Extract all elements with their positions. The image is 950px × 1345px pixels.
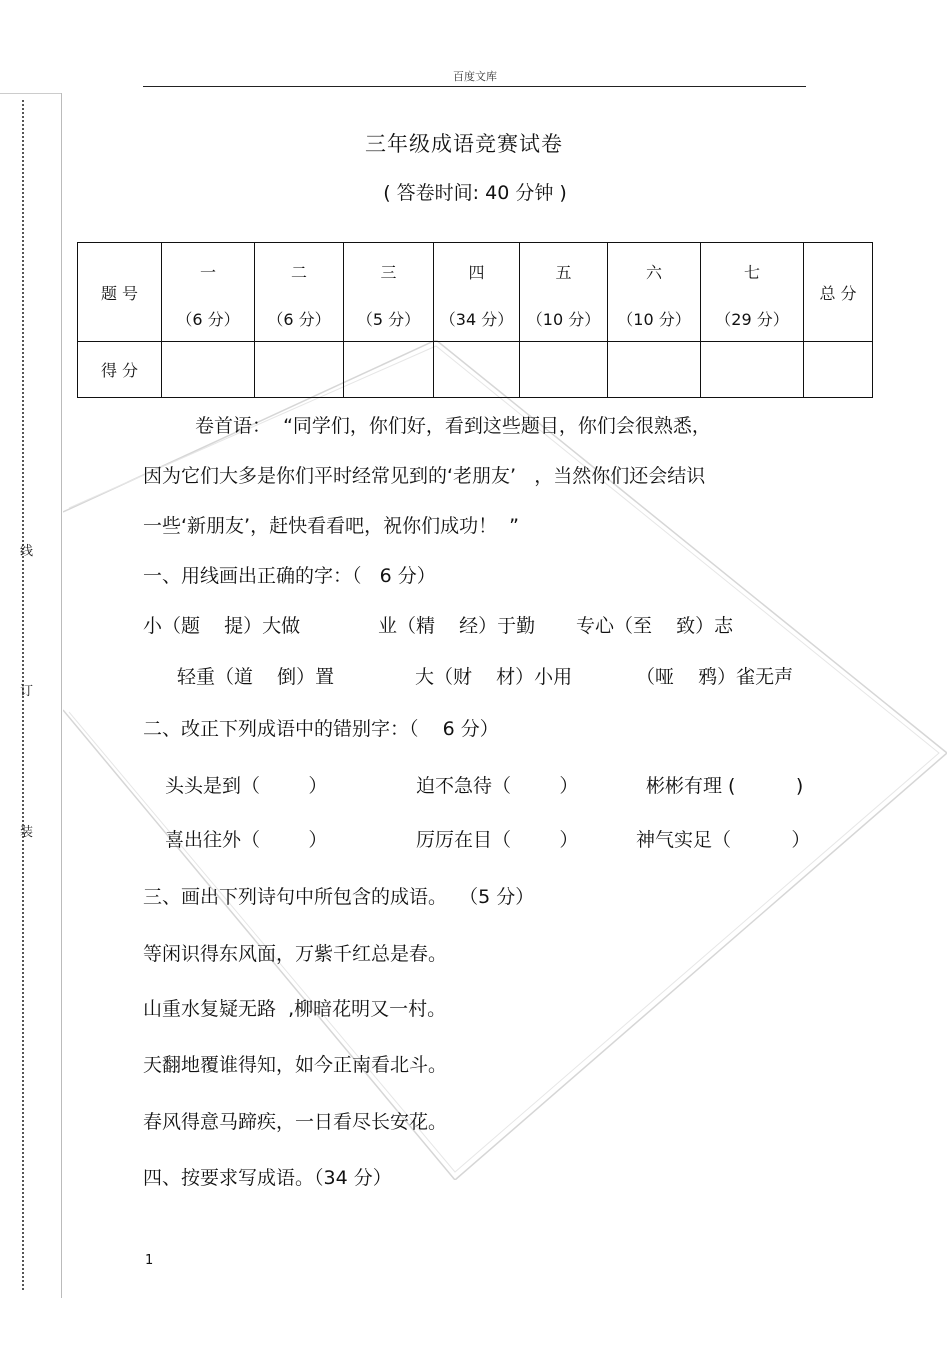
- table-row-question: [78, 243, 873, 342]
- section1-item: 专心（至 致）志: [576, 615, 734, 637]
- score-cell[interactable]: [520, 342, 608, 398]
- col-num: 四: [468, 263, 485, 282]
- score-cell[interactable]: [701, 342, 804, 398]
- section1-heading: 一、用线画出正确的字：（ 6 分）: [143, 565, 436, 587]
- score-table: [77, 242, 873, 398]
- section2-item: 头头是到（ ）: [165, 775, 328, 797]
- score-cell[interactable]: [255, 342, 344, 398]
- page-header: 百度文库: [453, 70, 497, 83]
- col-3: [344, 243, 434, 342]
- exam-title: 三年级成语竞赛试卷: [365, 132, 563, 156]
- section2-item: 喜出往外（ ）: [165, 829, 328, 851]
- score-cell[interactable]: [344, 342, 434, 398]
- col-5: [520, 243, 608, 342]
- section4-heading: 四、按要求写成语。（34 分）: [143, 1167, 392, 1189]
- binding-char-order: 订: [20, 684, 34, 699]
- binding-char-bind: 装: [20, 825, 34, 840]
- col-4: [434, 243, 520, 342]
- col-num: 五: [555, 263, 572, 282]
- binding-top-rule: [0, 93, 61, 94]
- section2-item: 神气实足（ ）: [636, 829, 811, 851]
- col-pts: （10 分）: [526, 310, 601, 329]
- score-cell[interactable]: [608, 342, 701, 398]
- col-pts: （6 分）: [267, 310, 331, 329]
- col-num: 三: [380, 263, 397, 282]
- col-2: [255, 243, 344, 342]
- col-pts: （6 分）: [176, 310, 240, 329]
- section1-item: 小（题 提）大做: [143, 615, 301, 637]
- score-cell-total[interactable]: [804, 342, 873, 398]
- total-label: 总 分: [804, 243, 873, 342]
- poem-line: 等闲识得东风面，万紫千红总是春。: [143, 943, 448, 965]
- section1-item: （哑 鸦）雀无声: [636, 666, 794, 688]
- col-6: [608, 243, 701, 342]
- preface-line-1: 卷首语： “同学们，你们好，看到这些题目，你们会很熟悉，: [195, 415, 711, 437]
- header-rule: [143, 86, 806, 87]
- page-number: 1: [145, 1253, 154, 1268]
- section3-heading: 三、画出下列诗句中所包含的成语。 （5 分）: [143, 886, 535, 908]
- section2-item: 彬彬有理 ( ): [646, 775, 804, 797]
- col-num: 二: [290, 263, 307, 282]
- binding-char-line: 线: [20, 544, 34, 559]
- section2-item: 厉厉在目（ ）: [416, 829, 579, 851]
- section2-heading: 二、改正下列成语中的错别字：（ 6 分）: [143, 718, 499, 740]
- section2-item: 迫不急待（ ）: [416, 775, 579, 797]
- col-num: 一: [199, 263, 216, 282]
- row-label-question: 题 号: [78, 243, 162, 342]
- col-7: [701, 243, 804, 342]
- col-1: [162, 243, 255, 342]
- exam-time: ( 答卷时间: 40 分钟 ): [383, 182, 567, 204]
- section1-item: 轻重（道 倒）置: [177, 666, 335, 688]
- poem-line: 山重水复疑无路 ,柳暗花明又一村。: [143, 998, 447, 1020]
- col-pts: （34 分）: [439, 310, 514, 329]
- poem-line: 天翻地覆谁得知，如今正南看北斗。: [143, 1054, 448, 1076]
- preface-line-3: 一些‘新朋友’，赶快看看吧，祝你们成功！ ”: [143, 515, 520, 537]
- row-label-score: 得 分: [78, 342, 162, 398]
- col-pts: （5 分）: [356, 310, 421, 329]
- section1-item: 业（精 经）于勤: [378, 615, 536, 637]
- col-num: 七: [743, 263, 760, 282]
- binding-margin-rule: [61, 93, 62, 1298]
- col-num: 六: [645, 263, 662, 282]
- preface-line-2: 因为它们大多是你们平时经常见到的‘老朋友’ ，当然你们还会结识: [143, 465, 706, 487]
- score-cell[interactable]: [162, 342, 255, 398]
- poem-line: 春风得意马蹄疾，一日看尽长安花。: [143, 1111, 448, 1133]
- score-cell[interactable]: [434, 342, 520, 398]
- col-pts: （10 分）: [617, 310, 691, 329]
- col-pts: （29 分）: [715, 310, 789, 329]
- section1-item: 大（财 材）小用: [415, 666, 573, 688]
- table-row-score: [78, 342, 873, 398]
